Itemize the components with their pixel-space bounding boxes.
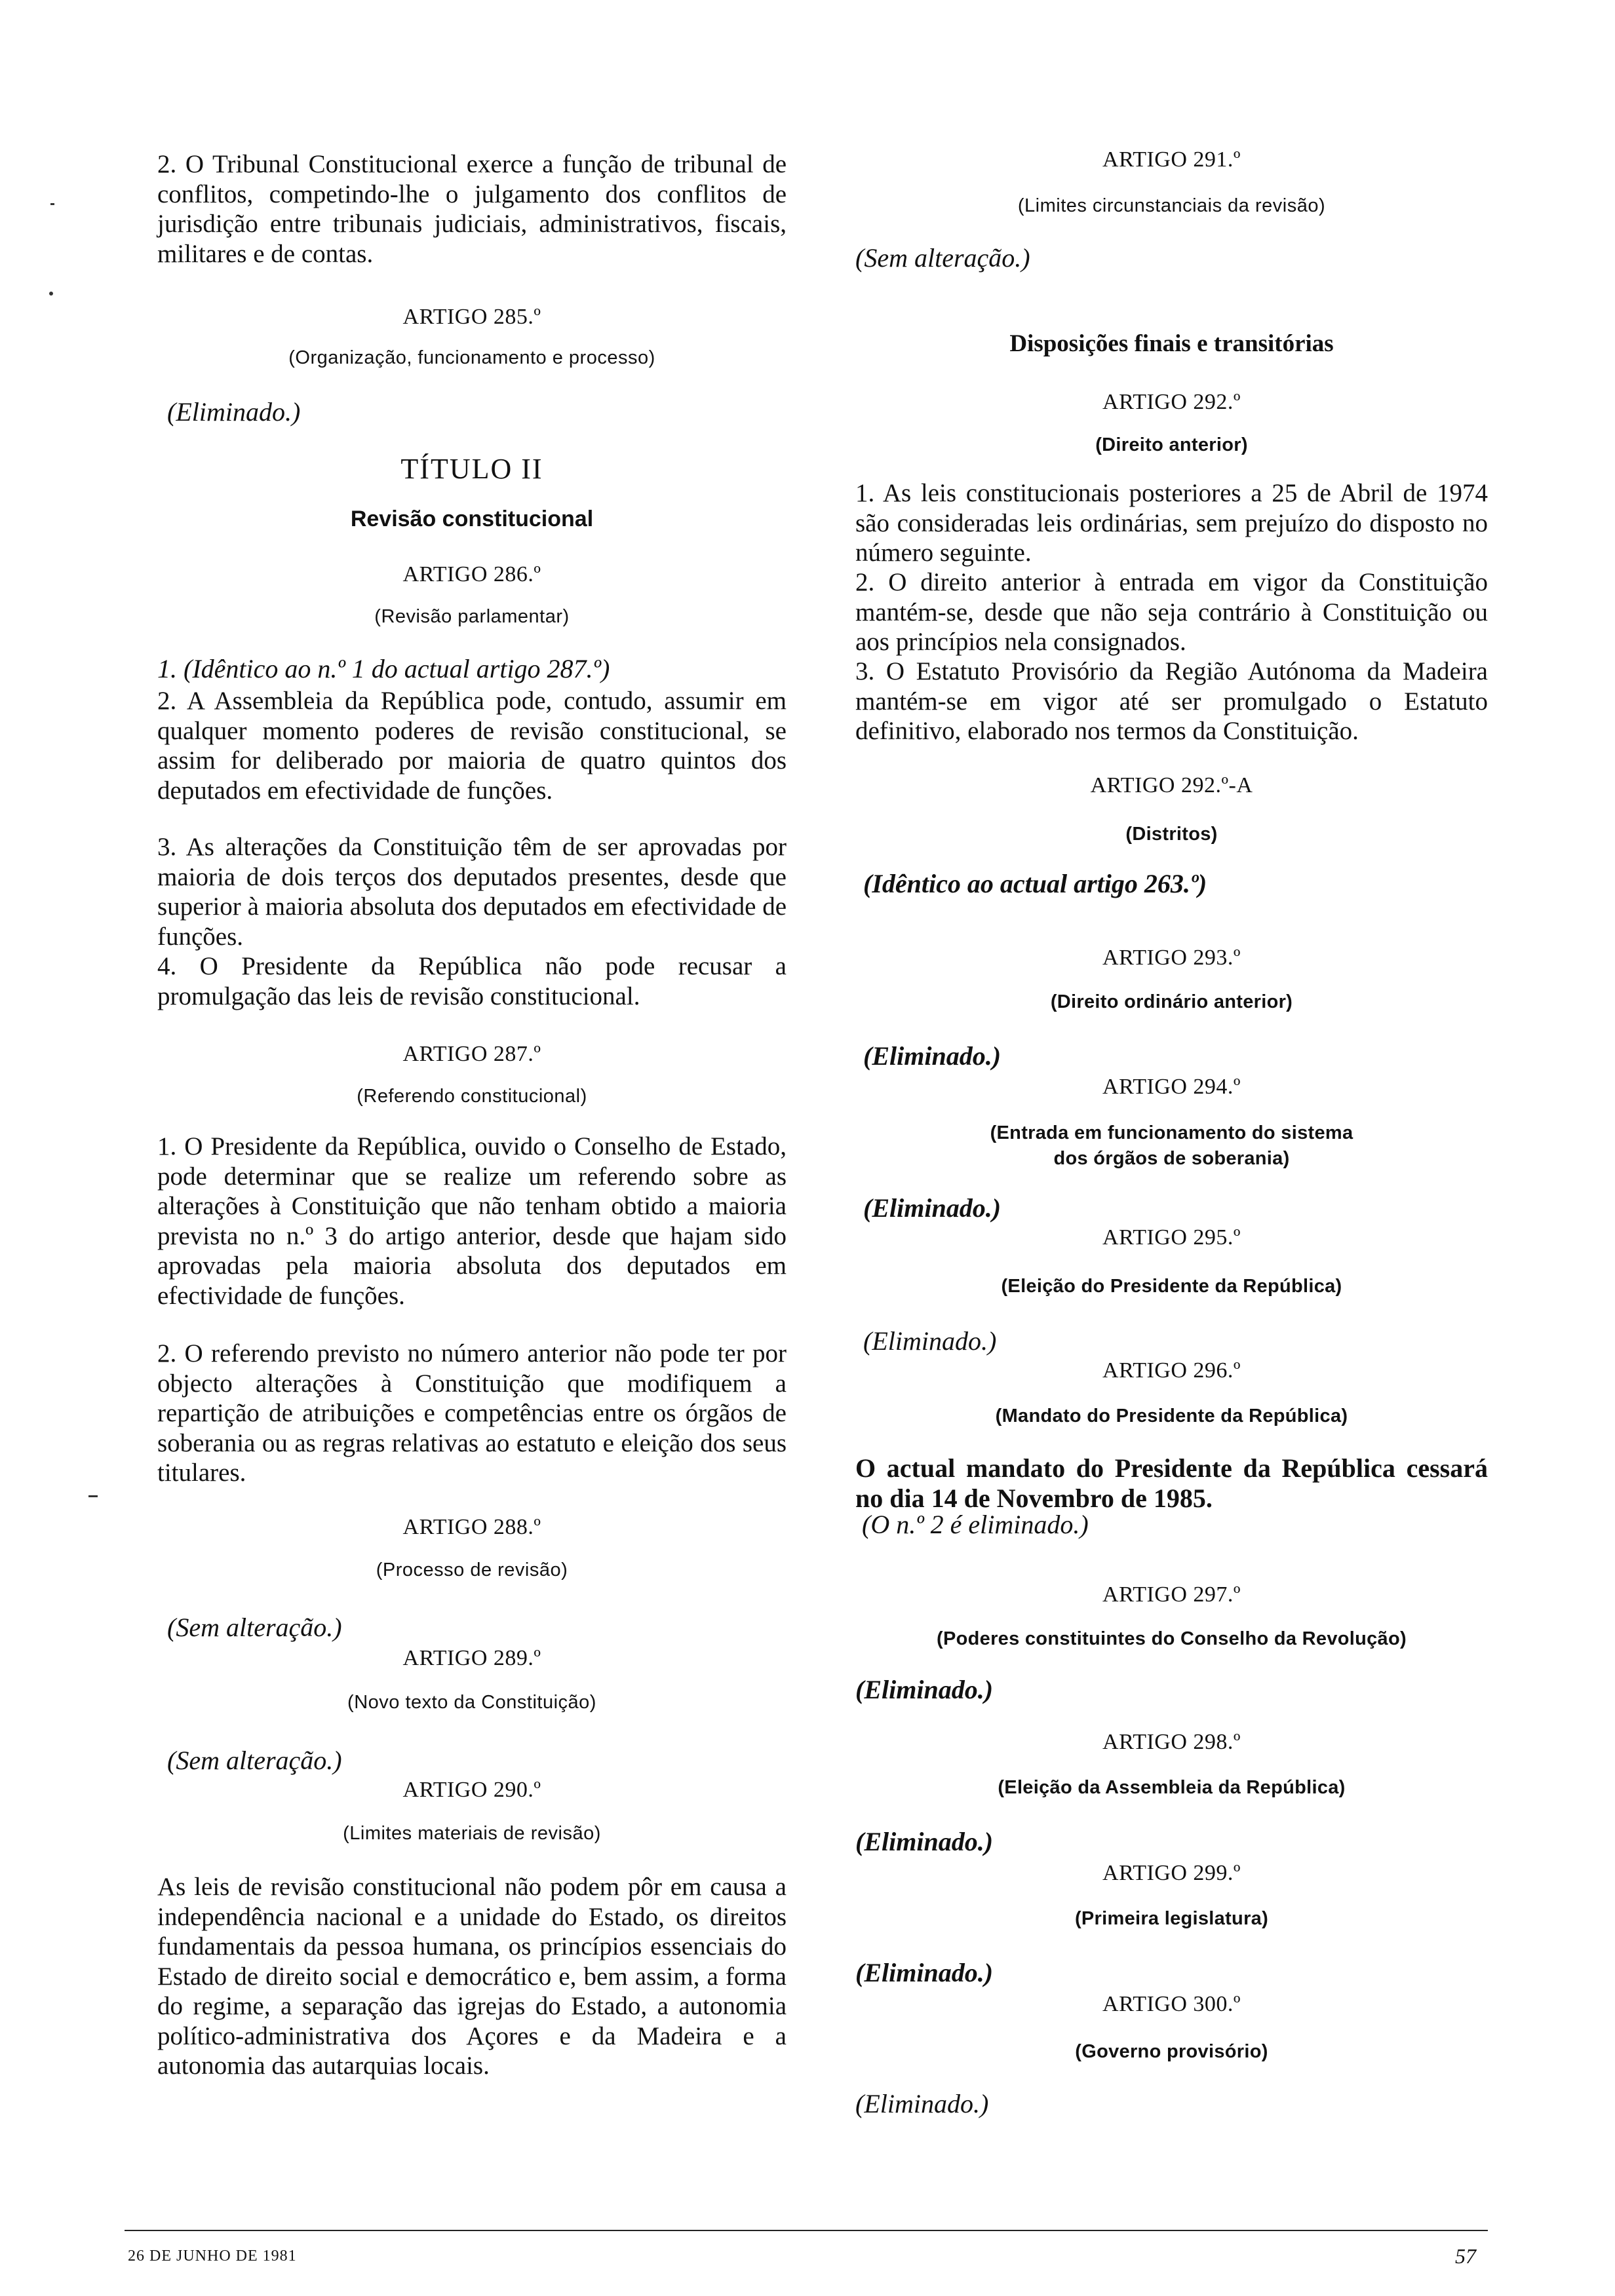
article-heading-299: ARTIGO 299.º [1102, 1861, 1241, 1885]
article-heading-285: ARTIGO 285.º [402, 305, 541, 329]
article-heading-286: ARTIGO 286.º [402, 562, 541, 586]
article-body-295: (Eliminado.) [863, 1326, 997, 1356]
article-subtitle-300: (Governo provisório) [1075, 2041, 1268, 2062]
article-290-paragraph: As leis de revisão constitucional não podem pôr em causa a independência nacional e a unidade do Estado, os direitos fundamentais da pessoa humana, os princípios essenciais do Estado de direito social e democrático e, bem assim, a forma do regime, a separação das igrejas do Estado, a autonomia político-administrativa dos Açores e da Madeira e a autonomia das autarquias locais. [157, 1873, 787, 2080]
article-subtitle-297: (Poderes constituintes do Conselho da Revolução) [937, 1628, 1407, 1649]
article-body-300: (Eliminado.) [855, 2089, 989, 2118]
article-subtitle-295: (Eleição do Presidente da República) [1001, 1276, 1342, 1297]
article-heading-287: ARTIGO 287.º [402, 1042, 541, 1066]
article-292-paragraph-1: 1. As leis constitucionais posteriores a 25 de Abril de 1974 são consideradas leis ordinárias, sem prejuízo do disposto no número seguinte. [855, 479, 1488, 567]
article-body-288: (Sem alteração.) [167, 1613, 342, 1642]
article-subtitle-292a: (Distritos) [1125, 824, 1218, 845]
article-heading-292: ARTIGO 292.º [1102, 390, 1241, 414]
article-296-note: (O n.º 2 é eliminado.) [862, 1510, 1089, 1539]
article-heading-288: ARTIGO 288.º [402, 1515, 541, 1539]
article-286-paragraph-4: 4. O Presidente da República não pode recusar a promulgação das leis de revisão constitucional. [157, 952, 787, 1010]
article-subtitle-299: (Primeira legislatura) [1074, 1908, 1269, 1929]
title-heading: TÍTULO II [400, 453, 543, 485]
article-body-294: (Eliminado.) [863, 1193, 1002, 1223]
article-heading-298: ARTIGO 298.º [1102, 1730, 1241, 1754]
article-heading-292a: ARTIGO 292.º-A [1090, 773, 1253, 797]
article-heading-300: ARTIGO 300.º [1102, 1992, 1241, 2016]
article-subtitle-285: (Organização, funcionamento e processo) [288, 347, 655, 368]
paragraph-tribunal-conflitos: 2. O Tribunal Constitucional exerce a função de tribunal de conflitos, competindo-lhe o julgamento dos conflitos de jurisdição entre tribunais judiciais, administrativos, fiscais, militares e de contas. [157, 150, 787, 268]
margin-mark [50, 203, 54, 205]
article-heading-289: ARTIGO 289.º [402, 1646, 541, 1670]
article-heading-296: ARTIGO 296.º [1102, 1358, 1241, 1383]
article-292-paragraph-2: 2. O direito anterior à entrada em vigor da Constituição mantém-se, desde que não seja contrário à Constituição ou aos princípios nela consignados. [855, 568, 1488, 656]
article-body-293: (Eliminado.) [863, 1041, 1002, 1071]
article-body-289: (Sem alteração.) [167, 1746, 342, 1775]
article-subtitle-298: (Eleição da Assembleia da República) [998, 1777, 1346, 1798]
footer-date: 26 DE JUNHO DE 1981 [128, 2248, 297, 2265]
article-subtitle-294-line-2: dos órgãos de soberania) [1053, 1148, 1290, 1169]
article-heading-290: ARTIGO 290.º [402, 1778, 541, 1802]
article-subtitle-291: (Limites circunstanciais da revisão) [1017, 195, 1326, 216]
article-286-paragraph-2: 2. A Assembleia da República pode, contudo, assumir em qualquer momento poderes de revisão constitucional, se assim for deliberado por maioria de quatro quintos dos deputados em efectividade de funções. [157, 687, 787, 805]
article-292-paragraph-3: 3. O Estatuto Provisório da Região Autónoma da Madeira mantém-se em vigor até ser promulgado o Estatuto definitivo, elaborado nos termos da Constituição. [855, 657, 1488, 745]
article-286-paragraph-3: 3. As alterações da Constituição têm de ser aprovadas por maioria de dois terços dos deputados presentes, desde que superior à maioria absoluta dos deputados em efectividade de funções. [157, 833, 787, 951]
article-subtitle-296: (Mandato do Presidente da República) [995, 1406, 1348, 1426]
article-subtitle-286: (Revisão parlamentar) [374, 606, 570, 627]
margin-mark [88, 1495, 98, 1497]
article-body-299: (Eliminado.) [855, 1958, 994, 1987]
article-heading-291: ARTIGO 291.º [1102, 147, 1241, 172]
article-body-291: (Sem alteração.) [855, 243, 1030, 273]
section-heading-disposicoes: Disposições finais e transitórias [1009, 330, 1334, 357]
article-subtitle-294-line-1: (Entrada em funcionamento do sistema [990, 1122, 1353, 1143]
article-subtitle-287: (Referendo constitucional) [357, 1086, 587, 1107]
article-body-292a: (Idêntico ao actual artigo 263.º) [863, 869, 1207, 898]
article-287-paragraph-1: 1. O Presidente da República, ouvido o Conselho de Estado, pode determinar que se realize um referendo sobre as alterações à Constituição que não tenham obtido a maioria prevista no n.º 3 do artigo anterior, desde que hajam sido aprovadas pela maioria absoluta dos deputados em efectividade de funções. [157, 1132, 787, 1310]
article-296-paragraph: O actual mandato do Presidente da República cessará no dia 14 de Novembro de 1985. [855, 1453, 1488, 1513]
article-287-paragraph-2: 2. O referendo previsto no número anterior não pode ter por objecto alterações à Constituição que modifiquem a repartição de atribuições e competências entre os órgãos de soberania ou as regras relativas ao estatuto e eleição dos seus titulares. [157, 1339, 787, 1487]
article-body-298: (Eliminado.) [855, 1827, 994, 1856]
article-subtitle-289: (Novo texto da Constituição) [347, 1692, 596, 1713]
article-body-285: (Eliminado.) [167, 397, 301, 427]
title-subheading: Revisão constitucional [350, 507, 594, 531]
article-subtitle-292: (Direito anterior) [1095, 434, 1248, 455]
article-subtitle-293: (Direito ordinário anterior) [1050, 991, 1293, 1012]
article-286-paragraph-1: 1. (Idêntico ao n.º 1 do actual artigo 287.º) [157, 654, 610, 683]
article-heading-293: ARTIGO 293.º [1102, 946, 1241, 970]
margin-mark [49, 292, 53, 296]
article-heading-294: ARTIGO 294.º [1102, 1075, 1241, 1099]
footer-rule [125, 2230, 1488, 2231]
article-body-297: (Eliminado.) [855, 1675, 994, 1704]
article-heading-295: ARTIGO 295.º [1102, 1225, 1241, 1250]
page-number: 57 [1455, 2244, 1476, 2268]
article-subtitle-288: (Processo de revisão) [376, 1559, 568, 1580]
article-subtitle-290: (Limites materiais de revisão) [343, 1823, 601, 1844]
article-heading-297: ARTIGO 297.º [1102, 1582, 1241, 1607]
